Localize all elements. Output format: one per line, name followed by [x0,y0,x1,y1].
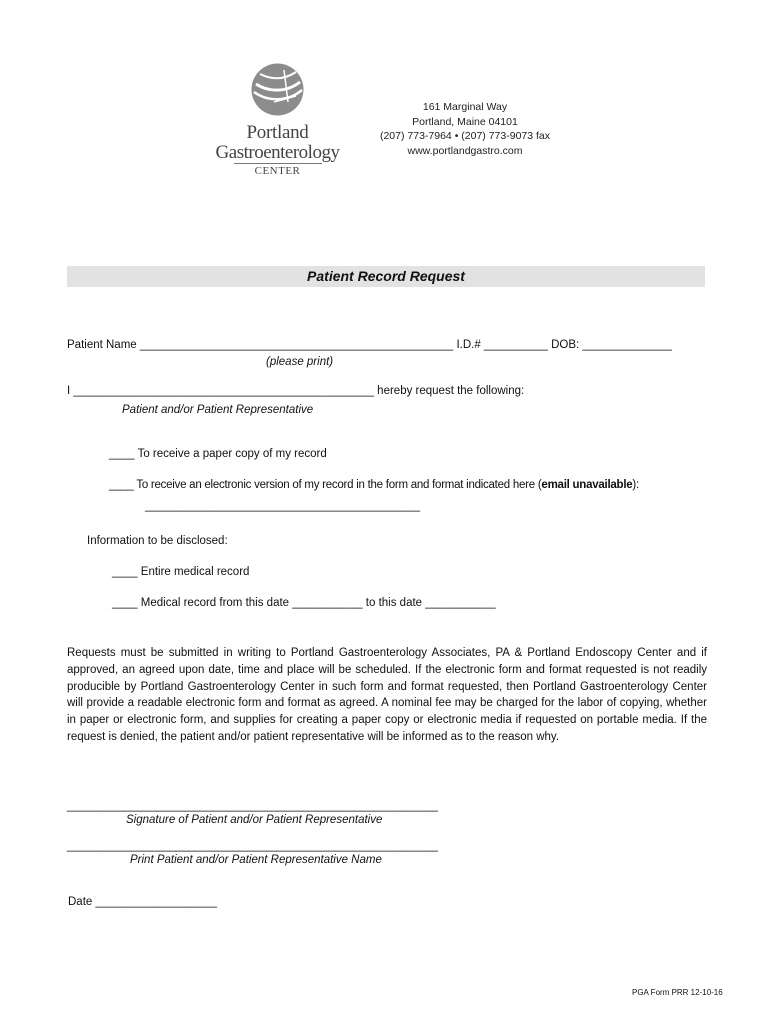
address-city: Portland, Maine 04101 [412,115,518,128]
logo-rule [234,163,322,164]
page-title: Patient Record Request [307,268,465,284]
terms-text: Requests must be submitted in writing to Portland Gastroenterology Associates, PA & Portland Endoscopy Center and if approved, an agreed upon date, time and place will be scheduled. If the electronic form and format requested is not readily producible by Portland Gastroenterology Center in such form and format requested, then Portland Gastroenterology Center will provide a readable electronic form and format as agreed. A nominal fee may be charged for the labor of copying, whether in paper or electronic form, and supplies for creating a paper copy or electronic media if requested on portable media. If the request is denied, the patient and/or patient representative will be informed as to the reason why. [67,647,707,743]
print-name-line: __________________________________________________________ [67,840,438,852]
logo-globe-icon [250,62,305,117]
title-bar [67,266,705,287]
electronic-format-blank: ___________________________________________ [145,500,421,512]
patient-name-line: Patient Name _________________________________________________ I.D.# __________ DOB: ______________ [67,339,672,351]
signature-line: __________________________________________________________ [67,800,438,812]
option-electronic-prefix: ____ To receive an electronic version of my record in the form and format indicated here ( [109,479,542,491]
please-print-caption: (please print) [266,356,334,368]
disclosure-heading: Information to be disclosed: [87,535,228,547]
address-street: 161 Marginal Way [422,101,508,113]
representative-caption: Patient and/or Patient Representative [122,404,314,416]
logo-line-3: CENTER [254,165,301,177]
logo-line-1: Portland [246,122,309,143]
email-unavailable-text: email unavailable [541,479,633,491]
logo-line-2: Gastroenterology [215,142,340,163]
option-electronic-suffix: ): [632,479,639,491]
address-phone: (207) 773-7964 • (207) 773-9073 fax [379,130,551,142]
address-web: www.portlandgastro.com [407,144,523,157]
option-entire-record: ____ Entire medical record [112,566,250,578]
print-name-caption: Print Patient and/or Patient Representative Name [130,854,382,866]
date-line: Date ___________________ [68,896,218,908]
address-block [355,100,575,158]
logo [210,62,345,180]
signature-caption: Signature of Patient and/or Patient Representative [126,814,383,826]
request-line: I _______________________________________________ hereby request the following: [67,385,525,397]
option-paper-copy: ____ To receive a paper copy of my record [109,448,327,460]
terms-paragraph [67,645,707,746]
form-code: PGA Form PRR 12-10-16 [632,988,723,997]
option-date-range: ____ Medical record from this date ___________ to this date ___________ [112,597,496,609]
option-electronic-copy [109,479,639,491]
